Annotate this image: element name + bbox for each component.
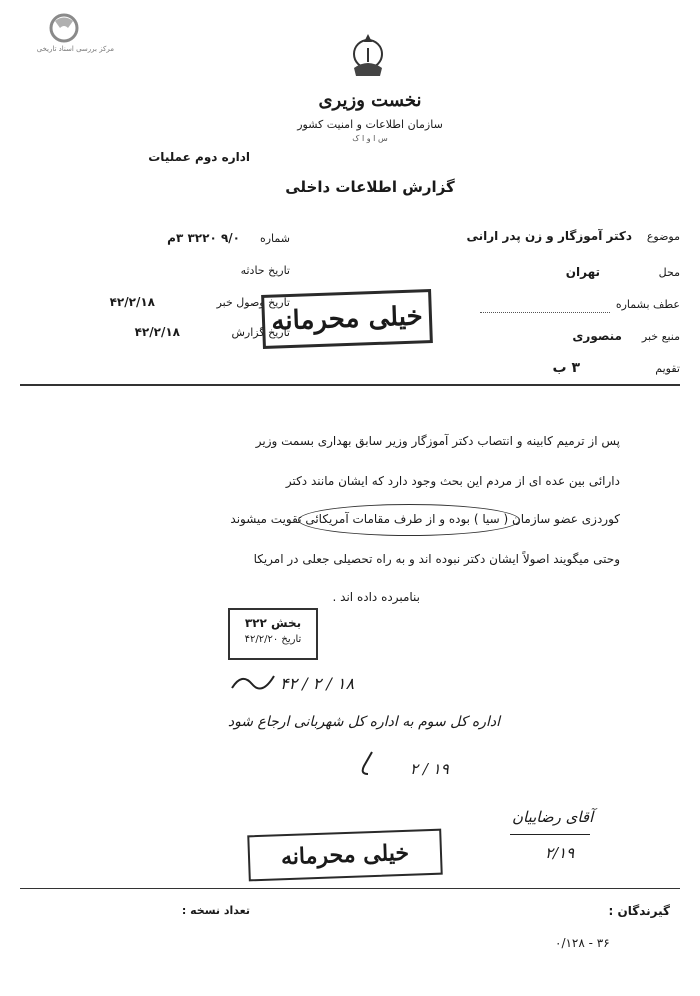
footer-divider (20, 888, 680, 889)
header-divider (20, 384, 680, 386)
section-stamp-line1: بخش ۳۲۲ (244, 616, 302, 630)
handwritten-signature: آقای رضاییان (512, 808, 594, 826)
bottom-classification-stamp: خیلی محرمانه (247, 829, 442, 882)
field-received-date-label: تاریخ وصول خبر (216, 296, 290, 309)
field-report-date (40, 326, 290, 346)
classification-stamp: خیلی محرمانه (261, 289, 433, 349)
body-line-4: وحتی میگویند اصولاً ایشان دکتر نبوده اند و به راه تحصیلی جعلی در امریکا (253, 552, 620, 566)
field-source (440, 330, 680, 350)
signature-date: ۲/۱۹ (545, 844, 575, 862)
field-calendar-label: تقویم (655, 362, 680, 375)
field-number-value: ۹/۰ ۳۲۲۰ ۳م (167, 231, 240, 245)
field-reference (440, 298, 680, 318)
document-code: ۳۶ - ۰/۱۲۸ (555, 936, 610, 950)
lion-and-sun-emblem-icon (338, 28, 398, 88)
body-line-2: دارائی بین عده ای از مردم این بحث وجود دارد که ایشان مانند دکتر (285, 474, 620, 488)
body-line-5: بنامبرده داده اند . (332, 590, 420, 604)
recipients-label: گیرندگان : (608, 904, 670, 918)
field-location (440, 266, 680, 286)
field-subject-label: موضوع (646, 230, 680, 243)
field-incident-date-label: تاریخ حادثه (240, 264, 290, 277)
field-reference-label: عطف بشماره (615, 298, 680, 311)
field-received-date-value: ۴۲/۲/۱۸ (109, 295, 155, 309)
handwritten-note: اداره کل سوم به اداره کل شهربانی ارجاع شود (227, 714, 500, 730)
field-report-date-label: تاریخ گزارش (231, 326, 290, 339)
handwritten-hook-icon (352, 748, 382, 778)
field-received-date (40, 296, 290, 316)
organization-acronym: س ا و ا ک (352, 134, 388, 143)
copies-label: تعداد نسخه : (181, 904, 250, 917)
handwritten-scribble-icon (230, 670, 280, 694)
handwritten-date-bottom: ۱۹ / ۲ (410, 760, 449, 778)
field-incident-date (40, 264, 290, 284)
field-source-label: منبع خبر (641, 330, 680, 343)
field-number (40, 232, 290, 252)
field-calendar-value: ۳ ب (552, 360, 580, 376)
body-line-1: پس از ترمیم کابینه و انتصاب دکتر آموزگار وزیر سابق بهداری بسمت وزیر (255, 434, 620, 448)
archive-logo-icon (44, 12, 84, 46)
handwritten-date-top: ۱۸ / ۲ / ۴۲ (280, 674, 355, 693)
department-name: اداره دوم عملیات (148, 150, 250, 164)
field-number-label: شماره (259, 232, 290, 245)
field-report-date-value: ۴۲/۲/۱۸ (134, 325, 180, 339)
field-location-value: تهران (565, 265, 600, 279)
field-location-label: محل (658, 266, 680, 279)
ministry-title: نخست وزیری (318, 90, 422, 111)
signature-underline (510, 834, 590, 835)
organization-name: سازمان اطلاعات و امنیت کشور (297, 118, 443, 131)
field-calendar (440, 362, 680, 382)
section-stamp-line2: تاریخ ۴۲/۲/۲۰ (244, 634, 302, 645)
section-stamp (228, 608, 318, 660)
handwritten-circle (298, 504, 520, 536)
report-title: گزارش اطلاعات داخلی (285, 178, 455, 196)
body-line-3: کوردزی عضو سازمان ( سیا ) بوده و از طرف مقامات آمریکائی تقویت میشوند (230, 512, 620, 526)
field-subject (440, 230, 680, 250)
field-source-value: منصوری (572, 329, 622, 343)
archive-logo-text: مرکز بررسی اسناد تاریخی (36, 45, 114, 53)
field-reference-line (480, 312, 610, 313)
field-subject-value: دکتر آموزگار و زن پدر ارانی (466, 229, 632, 243)
archive-logo (14, 12, 114, 56)
